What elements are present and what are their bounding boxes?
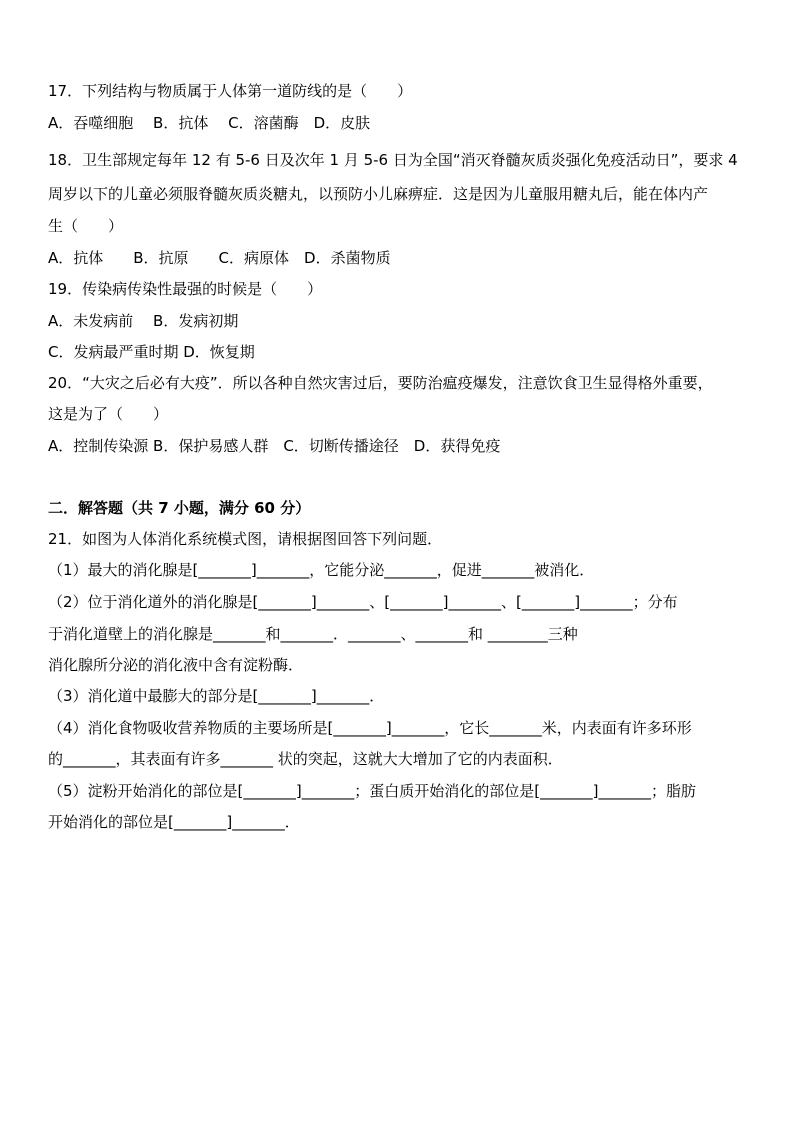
question-19-options-line-2: C．发病最严重时期 D．恢复期 — [48, 343, 255, 361]
question-21-part-3: （3）消化道中最膨大的部分是[_______]_______． — [48, 687, 385, 705]
question-20-stem-line-1: 20．“大灾之后必有大疫”．所以各种自然灾害过后，要防治瘟疫爆发，注意饮食卫生显得格外重要， — [48, 374, 713, 392]
question-18-stem-line-3: 生（ ） — [48, 217, 124, 235]
question-21-part-4-line-2: 的_______，其表面有许多_______ 状的突起，这就大大增加了它的内表面积． — [48, 750, 563, 768]
question-21-part-5-line-2: 开始消化的部位是[_______]_______． — [48, 813, 300, 831]
question-21-part-5-line-1: （5）淀粉开始消化的部位是[_______]_______；蛋白质开始消化的部位是[_______]_______；脂肪 — [48, 782, 696, 800]
section-title: 二．解答题（共 7 小题，满分 60 分） — [48, 499, 311, 517]
question-18-stem-line-1: 18．卫生部规定每年 12 有 5-6 日及次年 1 月 5-6 日为全国“消灭脊髓灰质炎强化免疫活动日”，要求 4 — [48, 151, 738, 169]
question-20-options: A．控制传染源 B．保护易感人群 C．切断传播途径 D．获得免疫 — [48, 437, 501, 455]
question-20-stem-line-2: 这是为了（ ） — [48, 405, 169, 423]
question-21-stem: 21．如图为人体消化系统模式图，请根据图回答下列问题． — [48, 530, 443, 548]
question-19-stem: 19．传染病传染性最强的时候是（ ） — [48, 280, 323, 298]
question-18-options: A．抗体 B．抗原 C．病原体 D．杀菌物质 — [48, 249, 391, 267]
question-19-options-line-1: A．未发病前 B．发病初期 — [48, 312, 239, 330]
question-21-part-1: （1）最大的消化腺是[_______]_______，它能分泌_______，促进_______被消化． — [48, 561, 595, 579]
question-21-part-2-line-1: （2）位于消化道外的消化腺是[_______]_______、[_______]_______、[_______]_______；分布 — [48, 593, 678, 611]
question-18-stem-line-2: 周岁以下的儿童必须服脊髓灰质炎糖丸，以预防小儿麻痹症．这是因为儿童服用糖丸后，能在体内产 — [48, 185, 709, 203]
question-21-part-2-line-2: 于消化道壁上的消化腺是_______和_______．_______、_______和 ________三种 — [48, 625, 578, 643]
question-17-stem: 17．下列结构与物质属于人体第一道防线的是（ ） — [48, 82, 413, 100]
question-21-part-2-line-3: 消化腺所分泌的消化液中含有淀粉酶． — [48, 656, 304, 674]
question-21-part-4-line-1: （4）消化食物吸收营养物质的主要场所是[_______]_______，它长_______米，内表面有许多环形 — [48, 719, 692, 737]
question-17-options: A．吞噬细胞 B．抗体 C．溶菌酶 D．皮肤 — [48, 114, 371, 132]
